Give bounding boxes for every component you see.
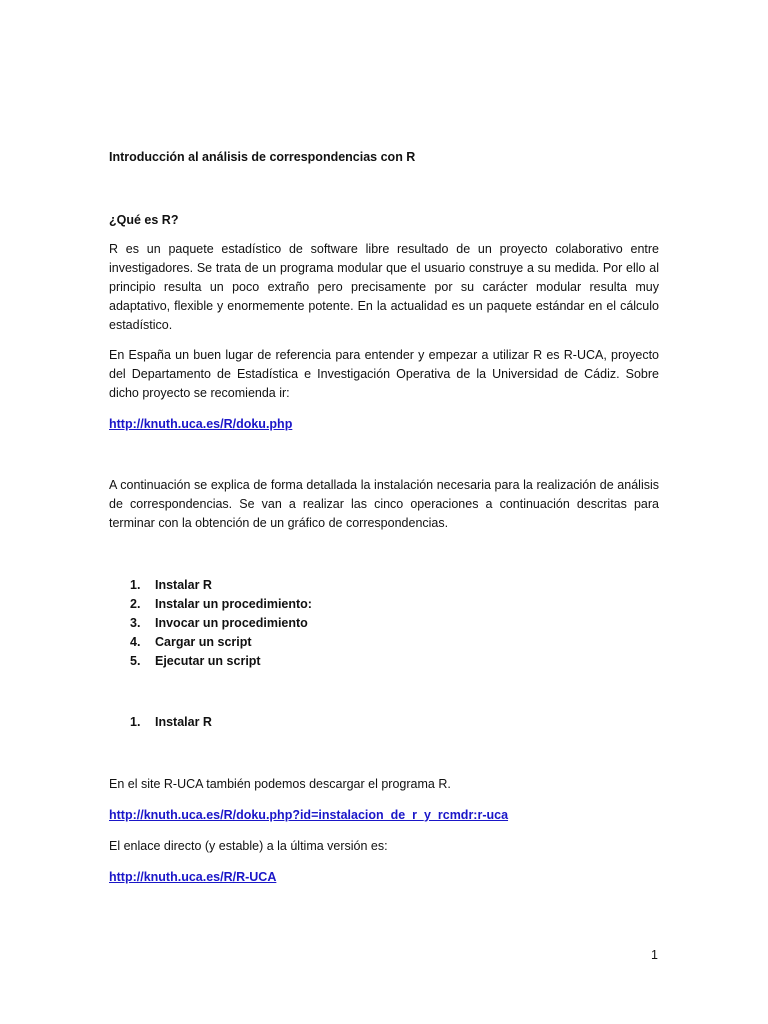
paragraph-installation: A continuación se explica de forma detallada la instalación necesaria para la realización de análisis de correspondencias. Se van a realizar las cinco operaciones a continuación descritas para terminar con la obtención de un gráfico de correspondencias. [109,478,659,530]
subsection-heading [109,713,659,732]
document-title: Introducción al análisis de correspondencias con R [109,150,416,164]
page-number: 1 [651,948,658,962]
paragraph-r-uca: En España un buen lugar de referencia para entender y empezar a utilizar R es R-UCA, proyecto del Departamento de Estadística e Investigación Operativa de la Universidad de Cádiz. Sobre dicho proyecto se recomienda ir: [109,348,659,400]
paragraph-direct-link: El enlace directo (y estable) a la última versión es: [109,839,388,853]
list-item: 4. Cargar un script [130,635,252,649]
link-r-uca-direct[interactable]: http://knuth.uca.es/R/R-UCA [109,870,277,884]
steps-list-container [109,576,659,671]
steps-list [109,576,659,671]
link-r-uca-home[interactable]: http://knuth.uca.es/R/doku.php [109,417,293,431]
paragraph-download: En el site R-UCA también podemos descargar el programa R. [109,777,451,791]
list-item: 2. Instalar un procedimiento: [130,597,312,611]
paragraph-what-is-r: R es un paquete estadístico de software libre resultado de un proyecto colaborativo entre investigadores. Se trata de un programa modular que el usuario construye a su medida. Por ello al principio resulta un poco extraño pero precisamente por su carácter modular resulta muy adaptativo, flexible y enormemente potente. En la actualidad es un paquete estándar en el cálculo estadístico. [109,242,659,332]
list-item: 3. Invocar un procedimiento [130,616,308,630]
link-r-uca-home-line [109,415,659,434]
list-item: 5. Ejecutar un script [130,654,261,668]
list-item: 1. Instalar R [130,578,212,592]
link-direct-line [109,868,659,887]
link-install-line [109,806,659,825]
subsection-heading-container [109,713,659,732]
link-install-page[interactable]: http://knuth.uca.es/R/doku.php?id=instalacion_de_r_y_rcmdr:r-uca [109,808,509,822]
section-heading: ¿Qué es R? [109,213,179,227]
list-item: 1. Instalar R [130,715,212,729]
